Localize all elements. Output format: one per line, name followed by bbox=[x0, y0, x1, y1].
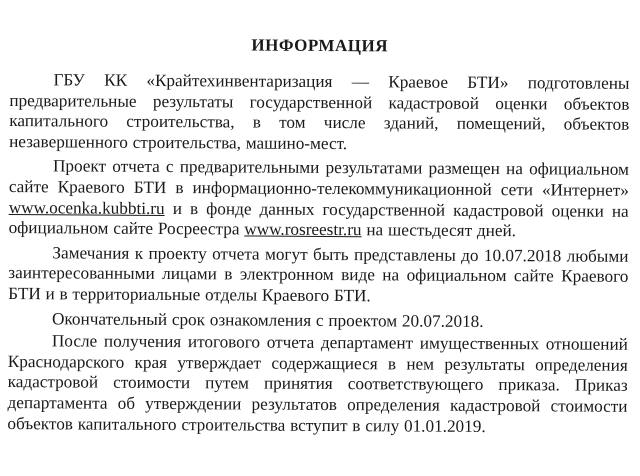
link-rosreestr[interactable]: www.rosreestr.ru bbox=[244, 219, 362, 240]
paragraph-approval: После получения итогового отчета департамент имущественных отношений Краснодарского края утверждает содержащиеся в нем результаты определения кадастровой стоимости путем принятия соответствующего приказа. Приказ департамента об утверждении результатов определения кадастровой стоимости объектов капитального строительства вступит в силу 01.01.2019. bbox=[7, 331, 628, 436]
link-ocenka-kubbti[interactable]: www.ocenka.kubbti.ru bbox=[8, 197, 165, 218]
paragraph-final-deadline: Окончательный срок ознакомления с проектом 20.07.2018. bbox=[51, 308, 484, 331]
paragraph-text: и в фонде данных государственной кадастровой оценки на официальном сайте Росреестра bbox=[8, 198, 629, 239]
paragraph-report-published bbox=[9, 156, 629, 242]
paragraph-text: Проект отчета с предварительными результатами размещен на официальном сайте Краевого БТИ в информационно-телекоммуникационной сети «Интернет» bbox=[8, 156, 630, 200]
paragraph-results-prepared: ГБУ КК «Крайтехинвентаризация — Краевое БТИ» подготовлены предварительные результаты государственной кадастровой оценки объектов капитального строительства, в том числе зданий, помещений, объектов незавершенного строительства, машино-мест. bbox=[9, 70, 630, 153]
paragraph-comments-deadline: Замечания к проекту отчета могут быть представлены до 10.07.2018 любыми заинтересованными лицами в электронном виде на официальном сайте Краевого БТИ и в территориальные отделы Краевого БТИ. bbox=[8, 243, 629, 306]
document-title: ИНФОРМАЦИЯ bbox=[251, 35, 389, 56]
paragraph-text: на шестьдесят дней. bbox=[361, 220, 517, 241]
